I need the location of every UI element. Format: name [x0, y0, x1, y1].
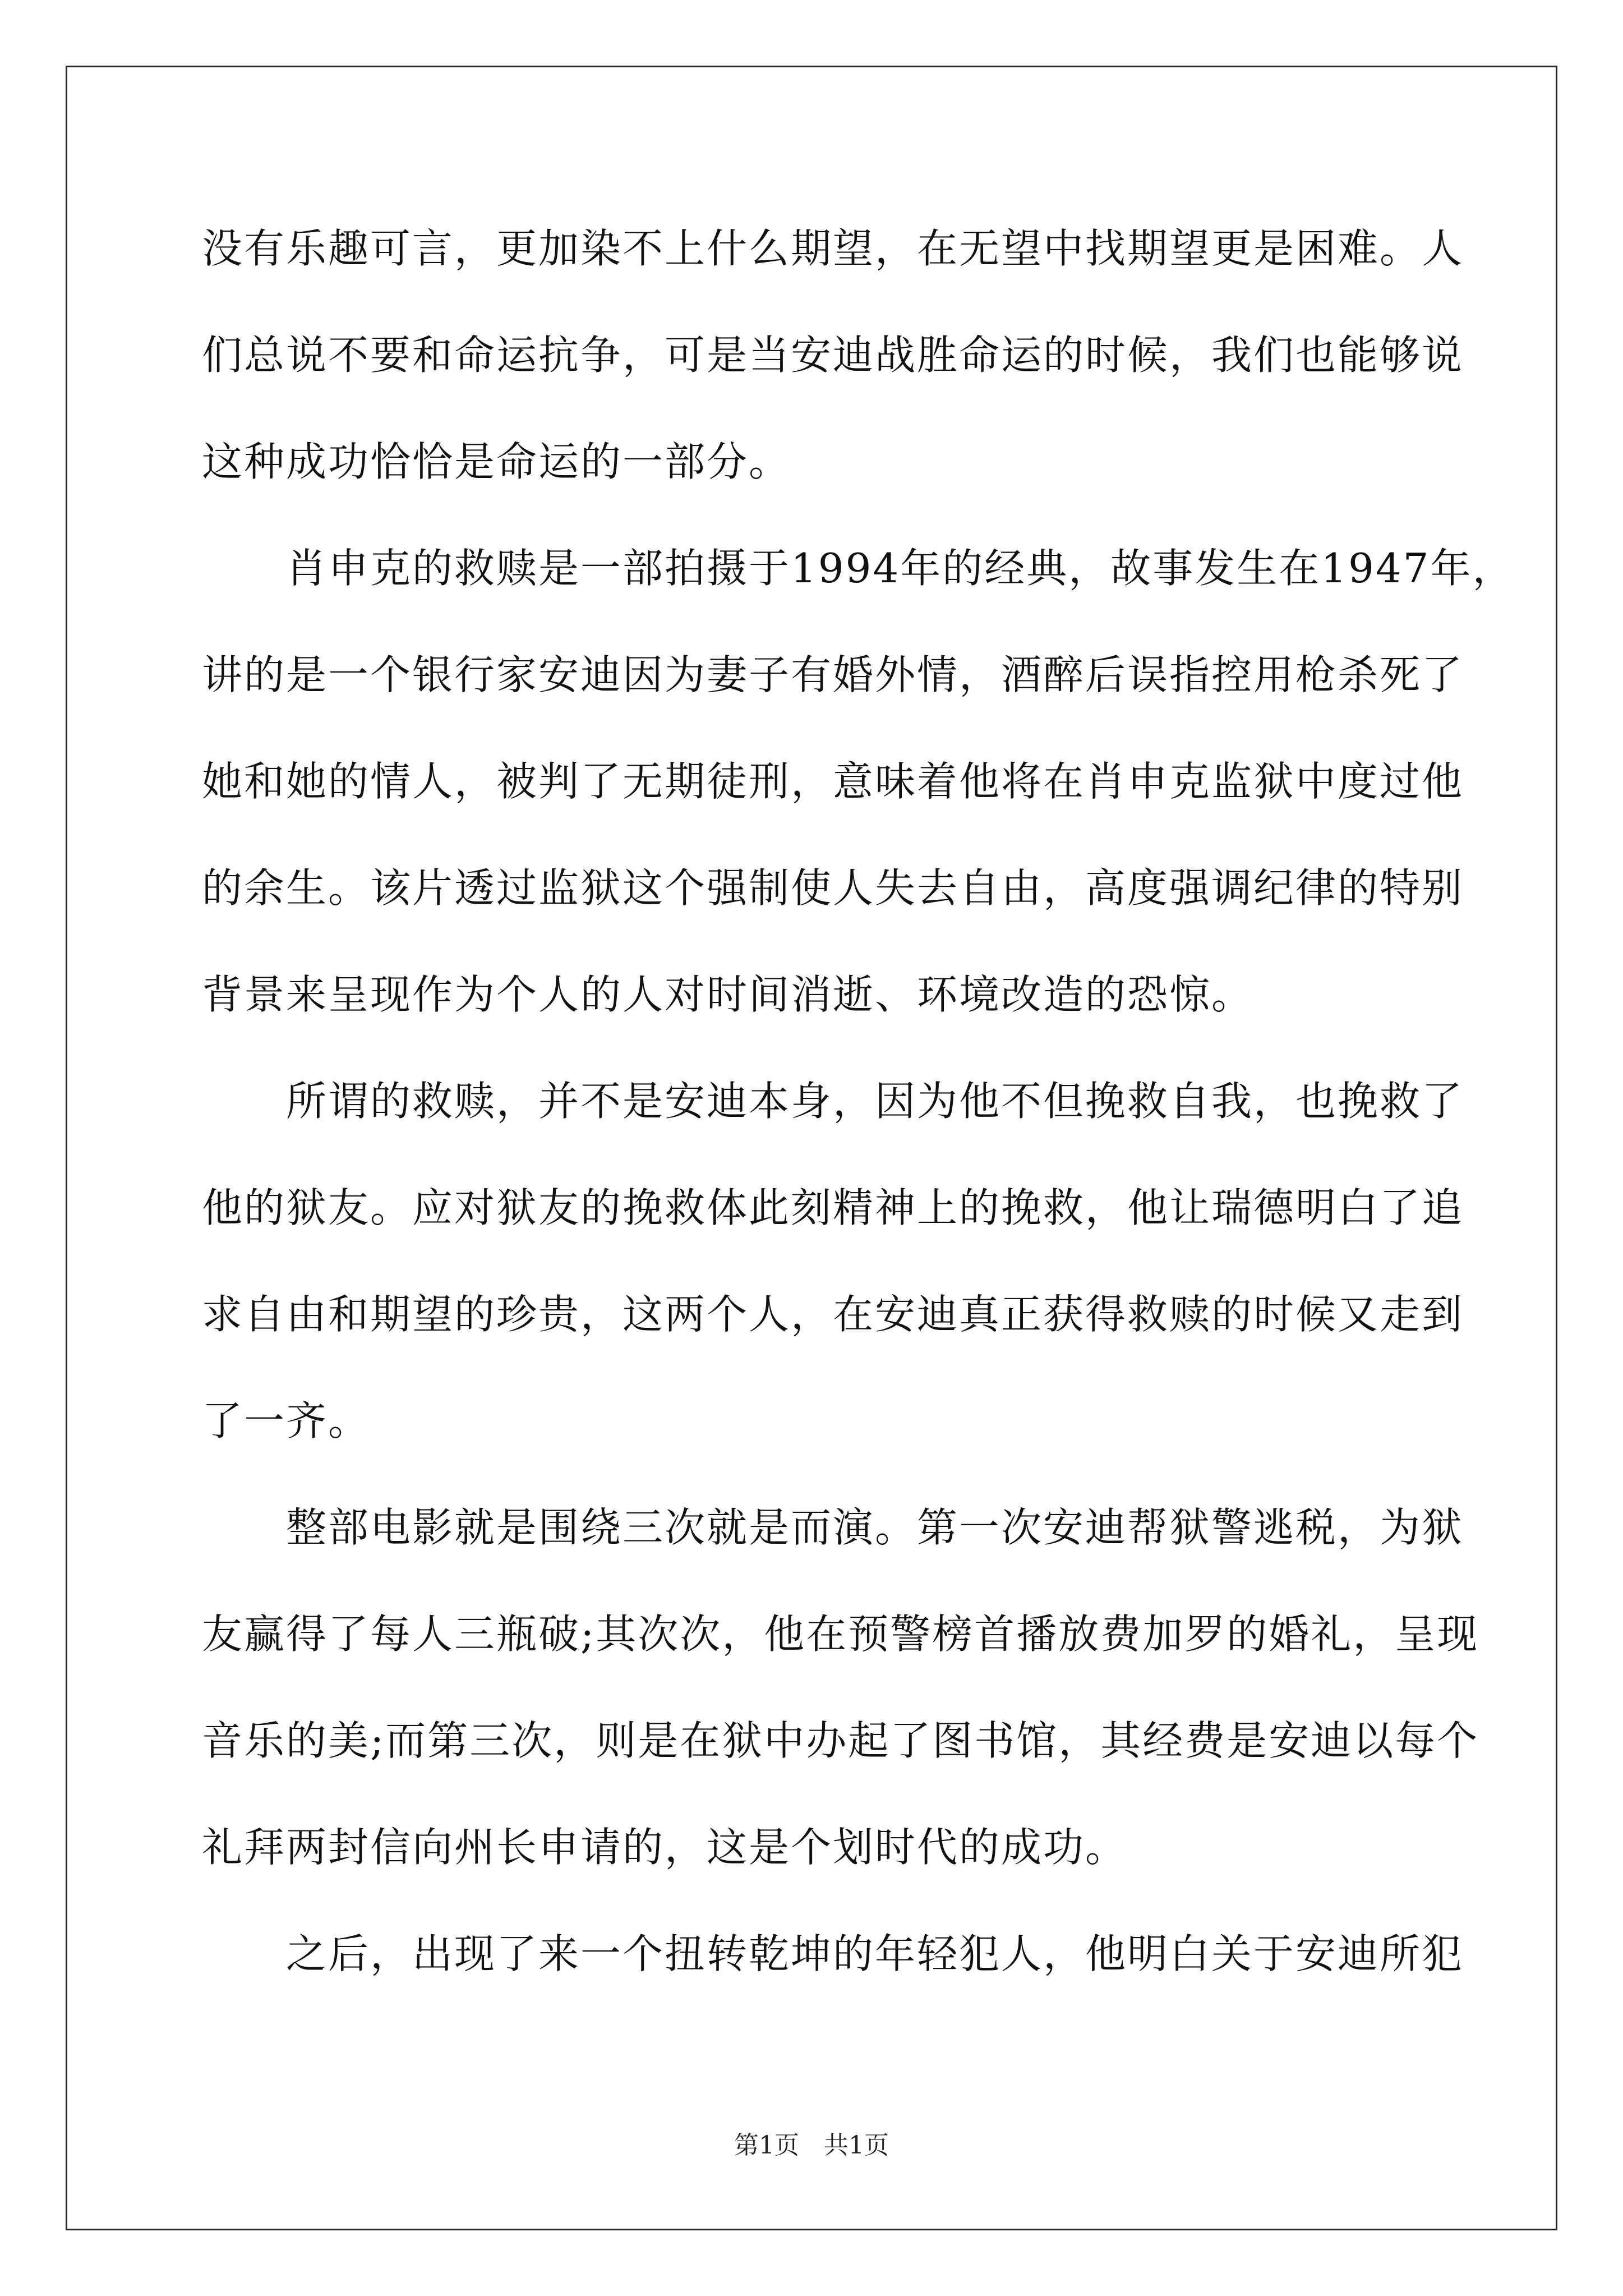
- text-line: 背景来呈现作为个人的人对时间消逝、环境改造的恐惊。: [202, 971, 1254, 1018]
- text-line: 的余生。该片透过监狱这个强制使人失去自由，高度强调纪律的特别: [202, 864, 1464, 912]
- page-number-footer: 第1页 共1页: [734, 2131, 889, 2160]
- paragraph-start-line: 之后，出现了来一个扭转乾坤的年轻犯人，他明白关于安迪所犯: [286, 1930, 1464, 1977]
- text-line: 求自由和期望的珍贵，这两个人，在安迪真正获得救赎的时候又走到: [202, 1291, 1464, 1338]
- text-line: 这种成功恰恰是命运的一部分。: [202, 438, 791, 485]
- text-line: 她和她的情人，被判了无期徒刑，意味着他将在肖申克监狱中度过他: [202, 758, 1464, 805]
- text-line: 没有乐趣可言，更加染不上什么期望，在无望中找期望更是困难。人: [202, 225, 1464, 272]
- paragraph-start-line: 肖申克的救赎是一部拍摄于1994年的经典，故事发生在1947年，: [286, 545, 1515, 592]
- text-line: 友赢得了每人三瓶破;其次次，他在预警榜首播放费加罗的婚礼，呈现: [202, 1611, 1479, 1658]
- text-line: 们总说不要和命运抗争，可是当安迪战胜命运的时候，我们也能够说: [202, 332, 1464, 379]
- text-line: 讲的是一个银行家安迪因为妻子有婚外情，酒醉后误指控用枪杀死了: [202, 651, 1464, 698]
- text-line: 他的狱友。应对狱友的挽救体此刻精神上的挽救，他让瑞德明白了追: [202, 1184, 1464, 1231]
- paragraph-start-line: 整部电影就是围绕三次就是而演。第一次安迪帮狱警逃税，为狱: [286, 1504, 1464, 1551]
- text-line: 礼拜两封信向州长申请的，这是个划时代的成功。: [202, 1824, 1128, 1871]
- paragraph-start-line: 所谓的救赎，并不是安迪本身，因为他不但挽救自我，也挽救了: [286, 1078, 1464, 1125]
- text-line: 音乐的美;而第三次，则是在狱中办起了图书馆，其经费是安迪以每个: [202, 1717, 1479, 1764]
- text-line: 了一齐。: [202, 1397, 371, 1444]
- document-body: [202, 222, 1515, 2033]
